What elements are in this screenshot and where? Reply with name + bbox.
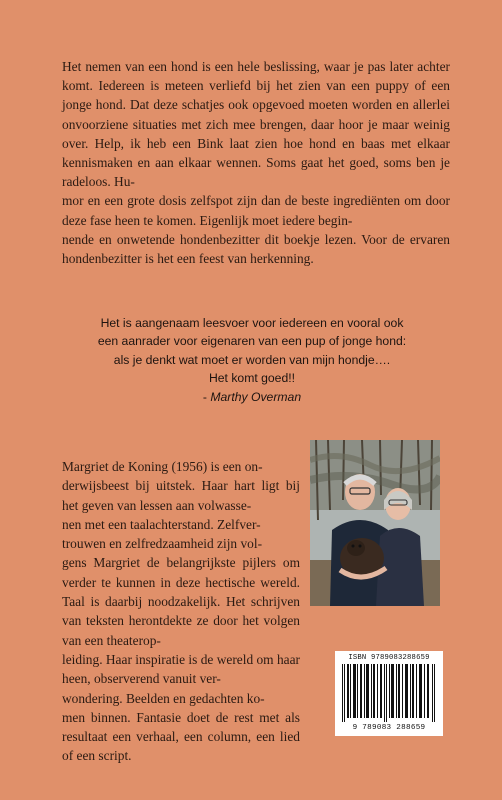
quote-line-4: Het komt goed!!	[208, 371, 296, 386]
isbn-barcode	[335, 651, 443, 736]
author-photo	[310, 440, 440, 606]
quote-line-2: een aanrader voor eigenaren van een pup of jonge hond:	[97, 334, 407, 349]
barcode-digits: 9 789083 288659	[352, 724, 426, 732]
barcode-bars	[340, 664, 438, 722]
author-bio: Margriet de Koning (1956) is een on- derwijsbeest bij uitstek. Haar hart ligt bij het geven van lessen aan volwasse- nen met een taalachterstand. Zelfver- trouwen en zelfredzaamheid zijn vol- gens Margriet de belangrijkste pijlers om verder te kunnen in deze hectische wereld. Taal is daarbij noodzakelijk. Het schrijven van teksten herontdekte ze door het volgen van een theaterop- leiding. Haar inspiratie is de wereld om haar heen, observerend vanuit ver- wondering. Beelden en gedachten ko- men binnen. Fantasie doet de rest met als resultaat een verhaal, een column, een lied of een script.	[62, 459, 300, 764]
isbn-label: ISBN 9789083288659	[348, 654, 430, 662]
quote-line-3: als je denkt wat moet er worden van mijn hondje….	[113, 352, 391, 367]
back-cover-blurb: Het nemen van een hond is een hele beslissing, waar je pas later achter komt. Iedereen is meteen verliefd bij het zien van een puppy of een jonge hond. Dat deze schatjes ook opgevoed moeten worden en allerlei onvoorziene situaties met zich mee brengen, daar hoor je maar weinig over. Help, ik heb een Bink laat zien hoe hond en baas met elkaar kennismaken en aan elkaar wennen. Soms gaat het goed, soms ben je radeloos. Hu- mor en een grote dosis zelfspot zijn dan de beste ingrediënten om door deze fase heen te komen. Eigenlijk moet iedere begin- nende en onwetende hondenbezitter dit boekje lezen. Voor de ervaren hondenbezitter is het een feest van herkenning.	[62, 59, 450, 267]
quote-line-1: Het is aangenaam leesvoer voor iedereen en vooral ook	[100, 316, 404, 330]
author-photo-illustration	[310, 440, 440, 606]
quote-attribution	[56, 388, 448, 406]
review-quote	[56, 314, 448, 406]
attribution-name: Marthy Overman	[210, 389, 302, 404]
attribution-dash: -	[202, 389, 211, 404]
